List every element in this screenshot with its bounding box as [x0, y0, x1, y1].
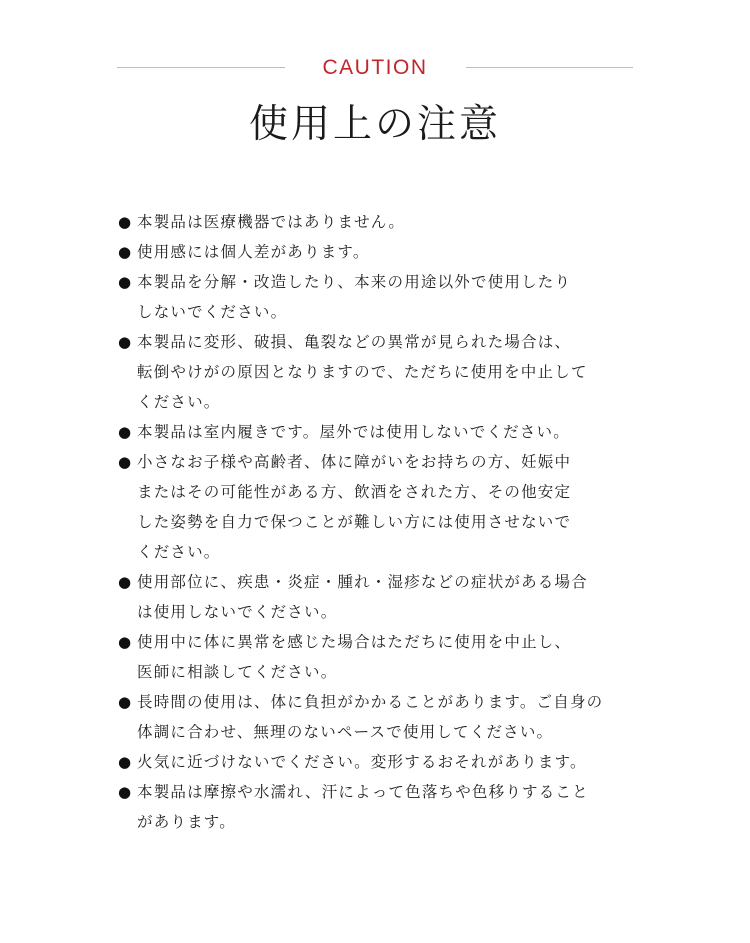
caution-text	[137, 627, 571, 687]
caution-text-line: しないでください。	[137, 303, 288, 321]
caution-text-line: 医師に相談してください。	[137, 663, 338, 681]
caution-text	[137, 747, 587, 777]
header-divider-right	[466, 67, 633, 68]
caution-text	[137, 687, 603, 747]
caution-text	[137, 207, 405, 237]
caution-item	[118, 207, 638, 237]
caution-item	[118, 777, 638, 837]
caution-text-line: 転倒やけがの原因となりますので、ただちに使用を中止して	[137, 363, 588, 381]
caution-item	[118, 747, 638, 777]
bullet-icon: ●	[118, 333, 132, 351]
bullet-icon: ●	[118, 453, 132, 471]
caution-item	[118, 567, 638, 627]
caution-text-line: 使用中に体に異常を感じた場合はただちに使用を中止し、	[137, 633, 572, 651]
caution-label: CAUTION	[322, 56, 428, 79]
caution-text	[137, 567, 588, 627]
caution-item	[118, 627, 638, 687]
bullet-icon: ●	[118, 423, 132, 441]
bullet-icon: ●	[118, 693, 132, 711]
caution-text-line: 長時間の使用は、体に負担がかかることがあります。ご自身の	[137, 693, 604, 711]
caution-text	[137, 777, 589, 837]
bullet-icon: ●	[118, 633, 132, 651]
page-title: 使用上の注意	[248, 102, 501, 147]
bullet-icon: ●	[118, 573, 132, 591]
caution-text	[137, 447, 571, 567]
caution-text-line: 本製品に変形、破損、亀裂などの異常が見られた場合は、	[137, 333, 572, 351]
caution-item	[118, 447, 638, 567]
caution-item	[118, 327, 638, 417]
bullet-icon: ●	[118, 243, 132, 261]
caution-text-line: 小さなお子様や高齢者、体に障がいをお持ちの方、妊娠中	[137, 453, 572, 471]
caution-text-line: 使用部位に、疾患・炎症・腫れ・湿疹などの症状がある場合	[137, 573, 588, 591]
caution-item	[118, 687, 638, 747]
caution-text-line: 使用感には個人差があります。	[137, 243, 370, 261]
caution-item	[118, 267, 638, 327]
caution-list	[118, 207, 638, 837]
caution-text-line: 本製品は摩擦や水濡れ、汗によって色落ちや色移りすること	[137, 783, 589, 801]
caution-text	[137, 327, 588, 417]
caution-text-line: は使用しないでください。	[137, 603, 338, 621]
bullet-icon: ●	[118, 783, 132, 801]
caution-text-line: 本製品は医療機器ではありません。	[137, 213, 406, 231]
caution-text-line: 本製品は室内履きです。屋外では使用しないでください。	[137, 423, 570, 441]
caution-text-line: ください。	[137, 543, 221, 561]
caution-text	[137, 237, 370, 267]
caution-text-line: またはその可能性がある方、飲酒をされた方、その他安定	[137, 483, 572, 501]
caution-text-line: があります。	[137, 813, 236, 831]
caution-text-line: した姿勢を自力で保つことが難しい方には使用させないで	[137, 513, 572, 531]
caution-text-line: ください。	[137, 393, 221, 411]
caution-item	[118, 417, 638, 447]
caution-text	[137, 267, 571, 327]
caution-item	[118, 237, 638, 267]
caution-text-line: 本製品を分解・改造したり、本来の用途以外で使用したり	[137, 273, 572, 291]
bullet-icon: ●	[118, 273, 132, 291]
bullet-icon: ●	[118, 213, 132, 231]
caution-text	[137, 417, 570, 447]
caution-text-line: 体調に合わせ、無理のないペースで使用してください。	[137, 723, 554, 741]
caution-text-line: 火気に近づけないでください。変形するおそれがあります。	[137, 753, 587, 771]
bullet-icon: ●	[118, 753, 132, 771]
caution-header	[0, 54, 750, 84]
